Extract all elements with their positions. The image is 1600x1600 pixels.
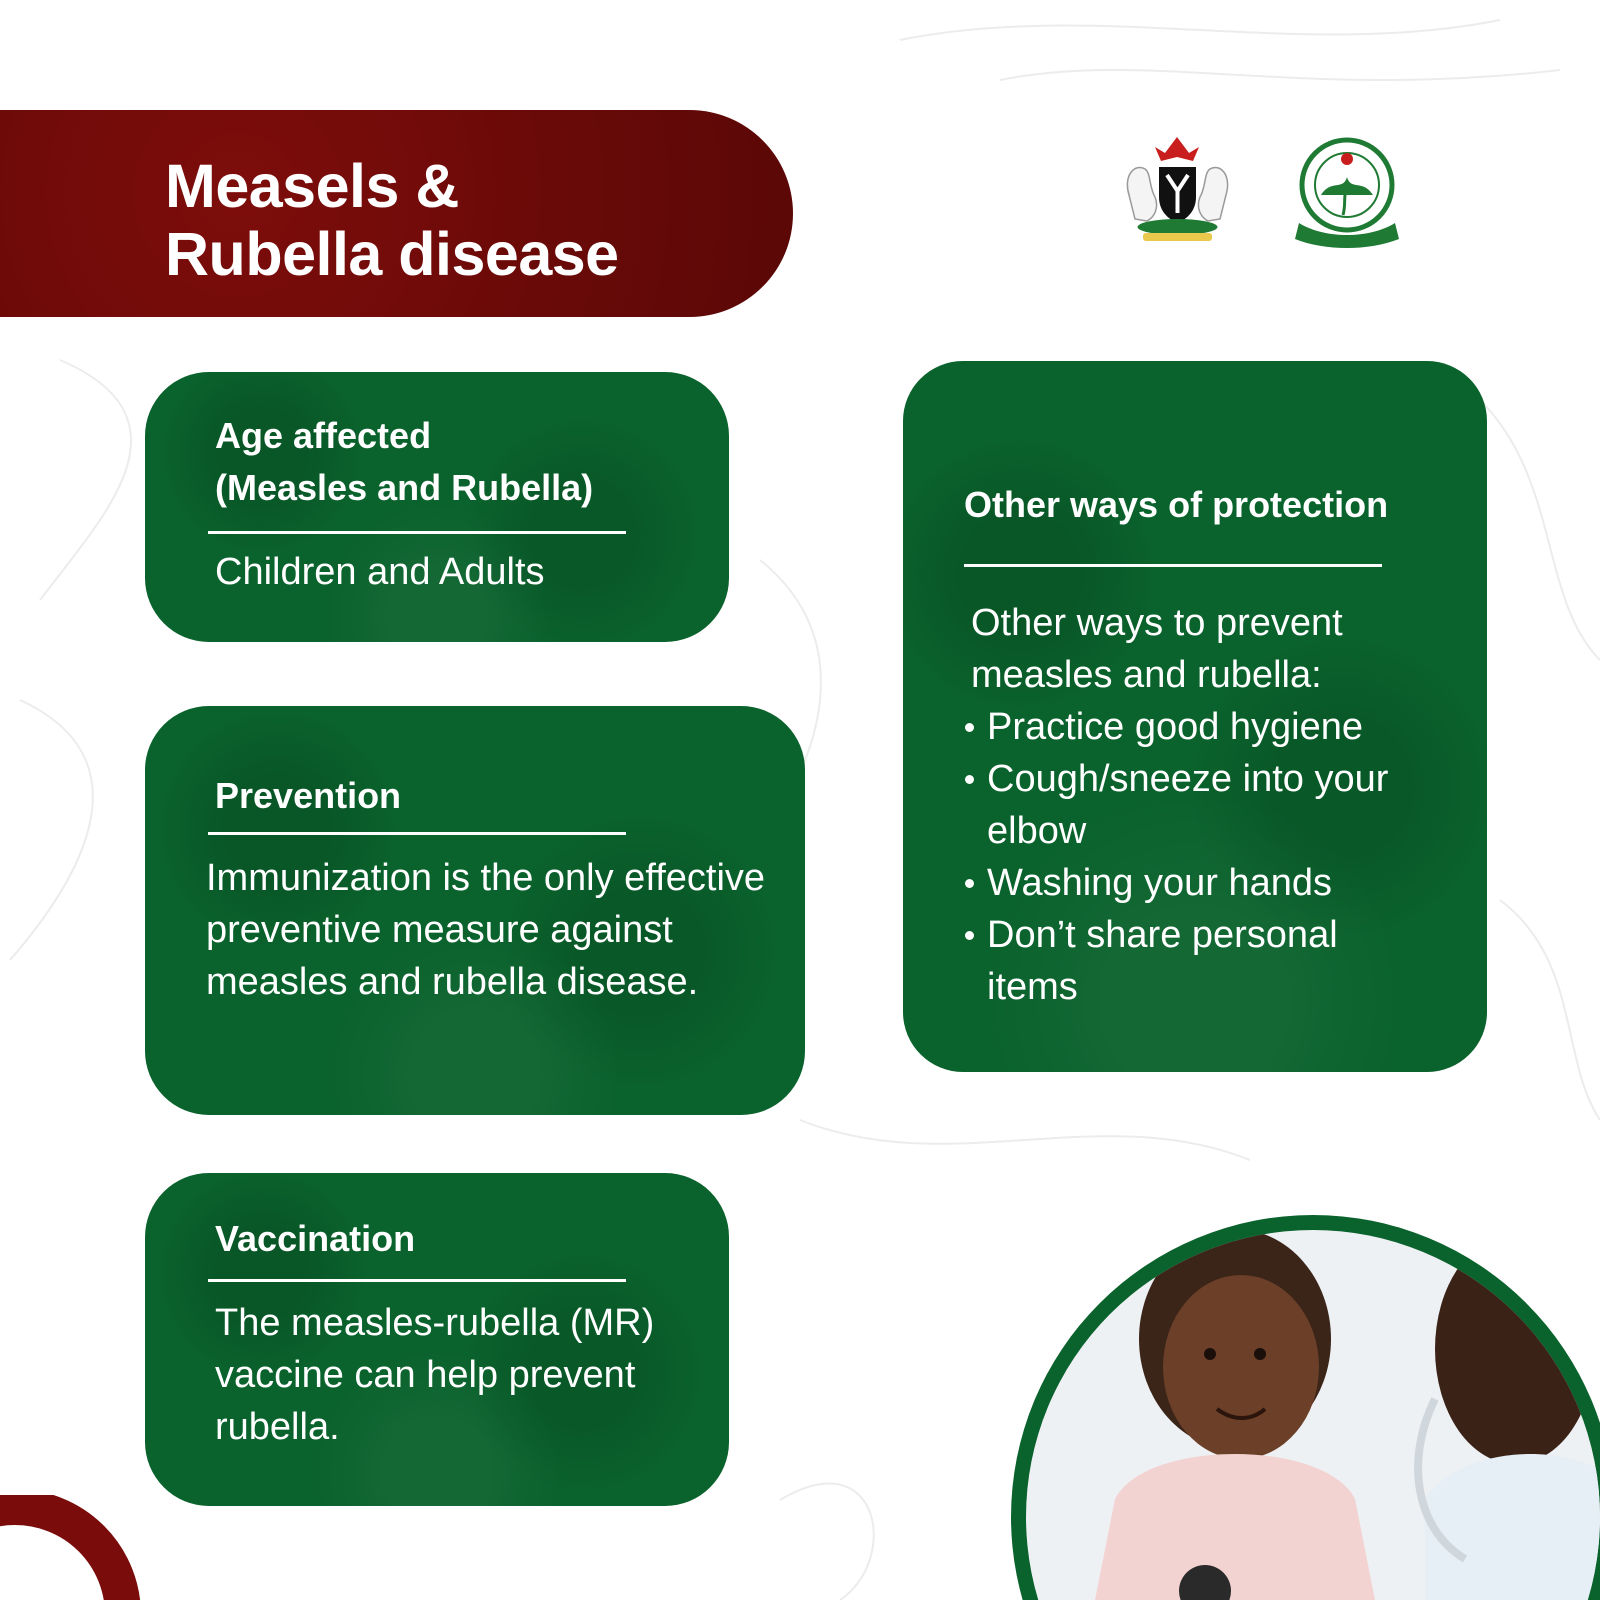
age-affected-card xyxy=(145,372,729,642)
vaccination-divider xyxy=(208,1279,626,1282)
other-protection-card xyxy=(903,361,1487,1072)
page-title-line-2: Rubella disease xyxy=(165,220,619,288)
nigeria-coat-of-arms-icon xyxy=(1115,135,1240,245)
prevention-card xyxy=(145,706,805,1115)
age-affected-title-line-1: Age affected xyxy=(215,415,432,456)
prevention-title: Prevention xyxy=(215,775,402,816)
list-item: Washing your hands xyxy=(965,857,1461,909)
other-protection-divider xyxy=(964,564,1382,567)
other-protection-list xyxy=(965,701,1461,1013)
age-affected-title-line-2: (Measles and Rubella) xyxy=(215,467,594,508)
vaccination-title: Vaccination xyxy=(215,1218,416,1259)
page-title-line-1: Measels & xyxy=(165,152,459,220)
vaccination-card xyxy=(145,1173,729,1506)
age-affected-body: Children and Adults xyxy=(215,551,545,593)
list-item: Practice good hygiene xyxy=(965,701,1461,753)
other-protection-intro: Other ways to prevent measles and rubella: xyxy=(971,602,1343,696)
other-protection-body xyxy=(971,597,1461,1013)
vaccination-body: The measles-rubella (MR) vaccine can help prevent rubella. xyxy=(215,1302,655,1448)
prevention-body: Immunization is the only effective preventive measure against measles and rubella disease. xyxy=(206,857,766,1003)
other-protection-title: Other ways of protection xyxy=(964,484,1389,525)
prevention-divider xyxy=(208,832,626,835)
list-item: Cough/sneeze into your elbow xyxy=(965,753,1417,857)
page-title xyxy=(165,152,765,288)
child-with-doctor-photo xyxy=(995,1199,1600,1600)
age-affected-divider xyxy=(208,531,626,534)
decorative-ring xyxy=(0,1495,150,1600)
nphcda-seal-icon xyxy=(1285,135,1410,250)
list-item: Don’t share personal items xyxy=(965,909,1387,1013)
age-affected-title xyxy=(215,410,695,514)
